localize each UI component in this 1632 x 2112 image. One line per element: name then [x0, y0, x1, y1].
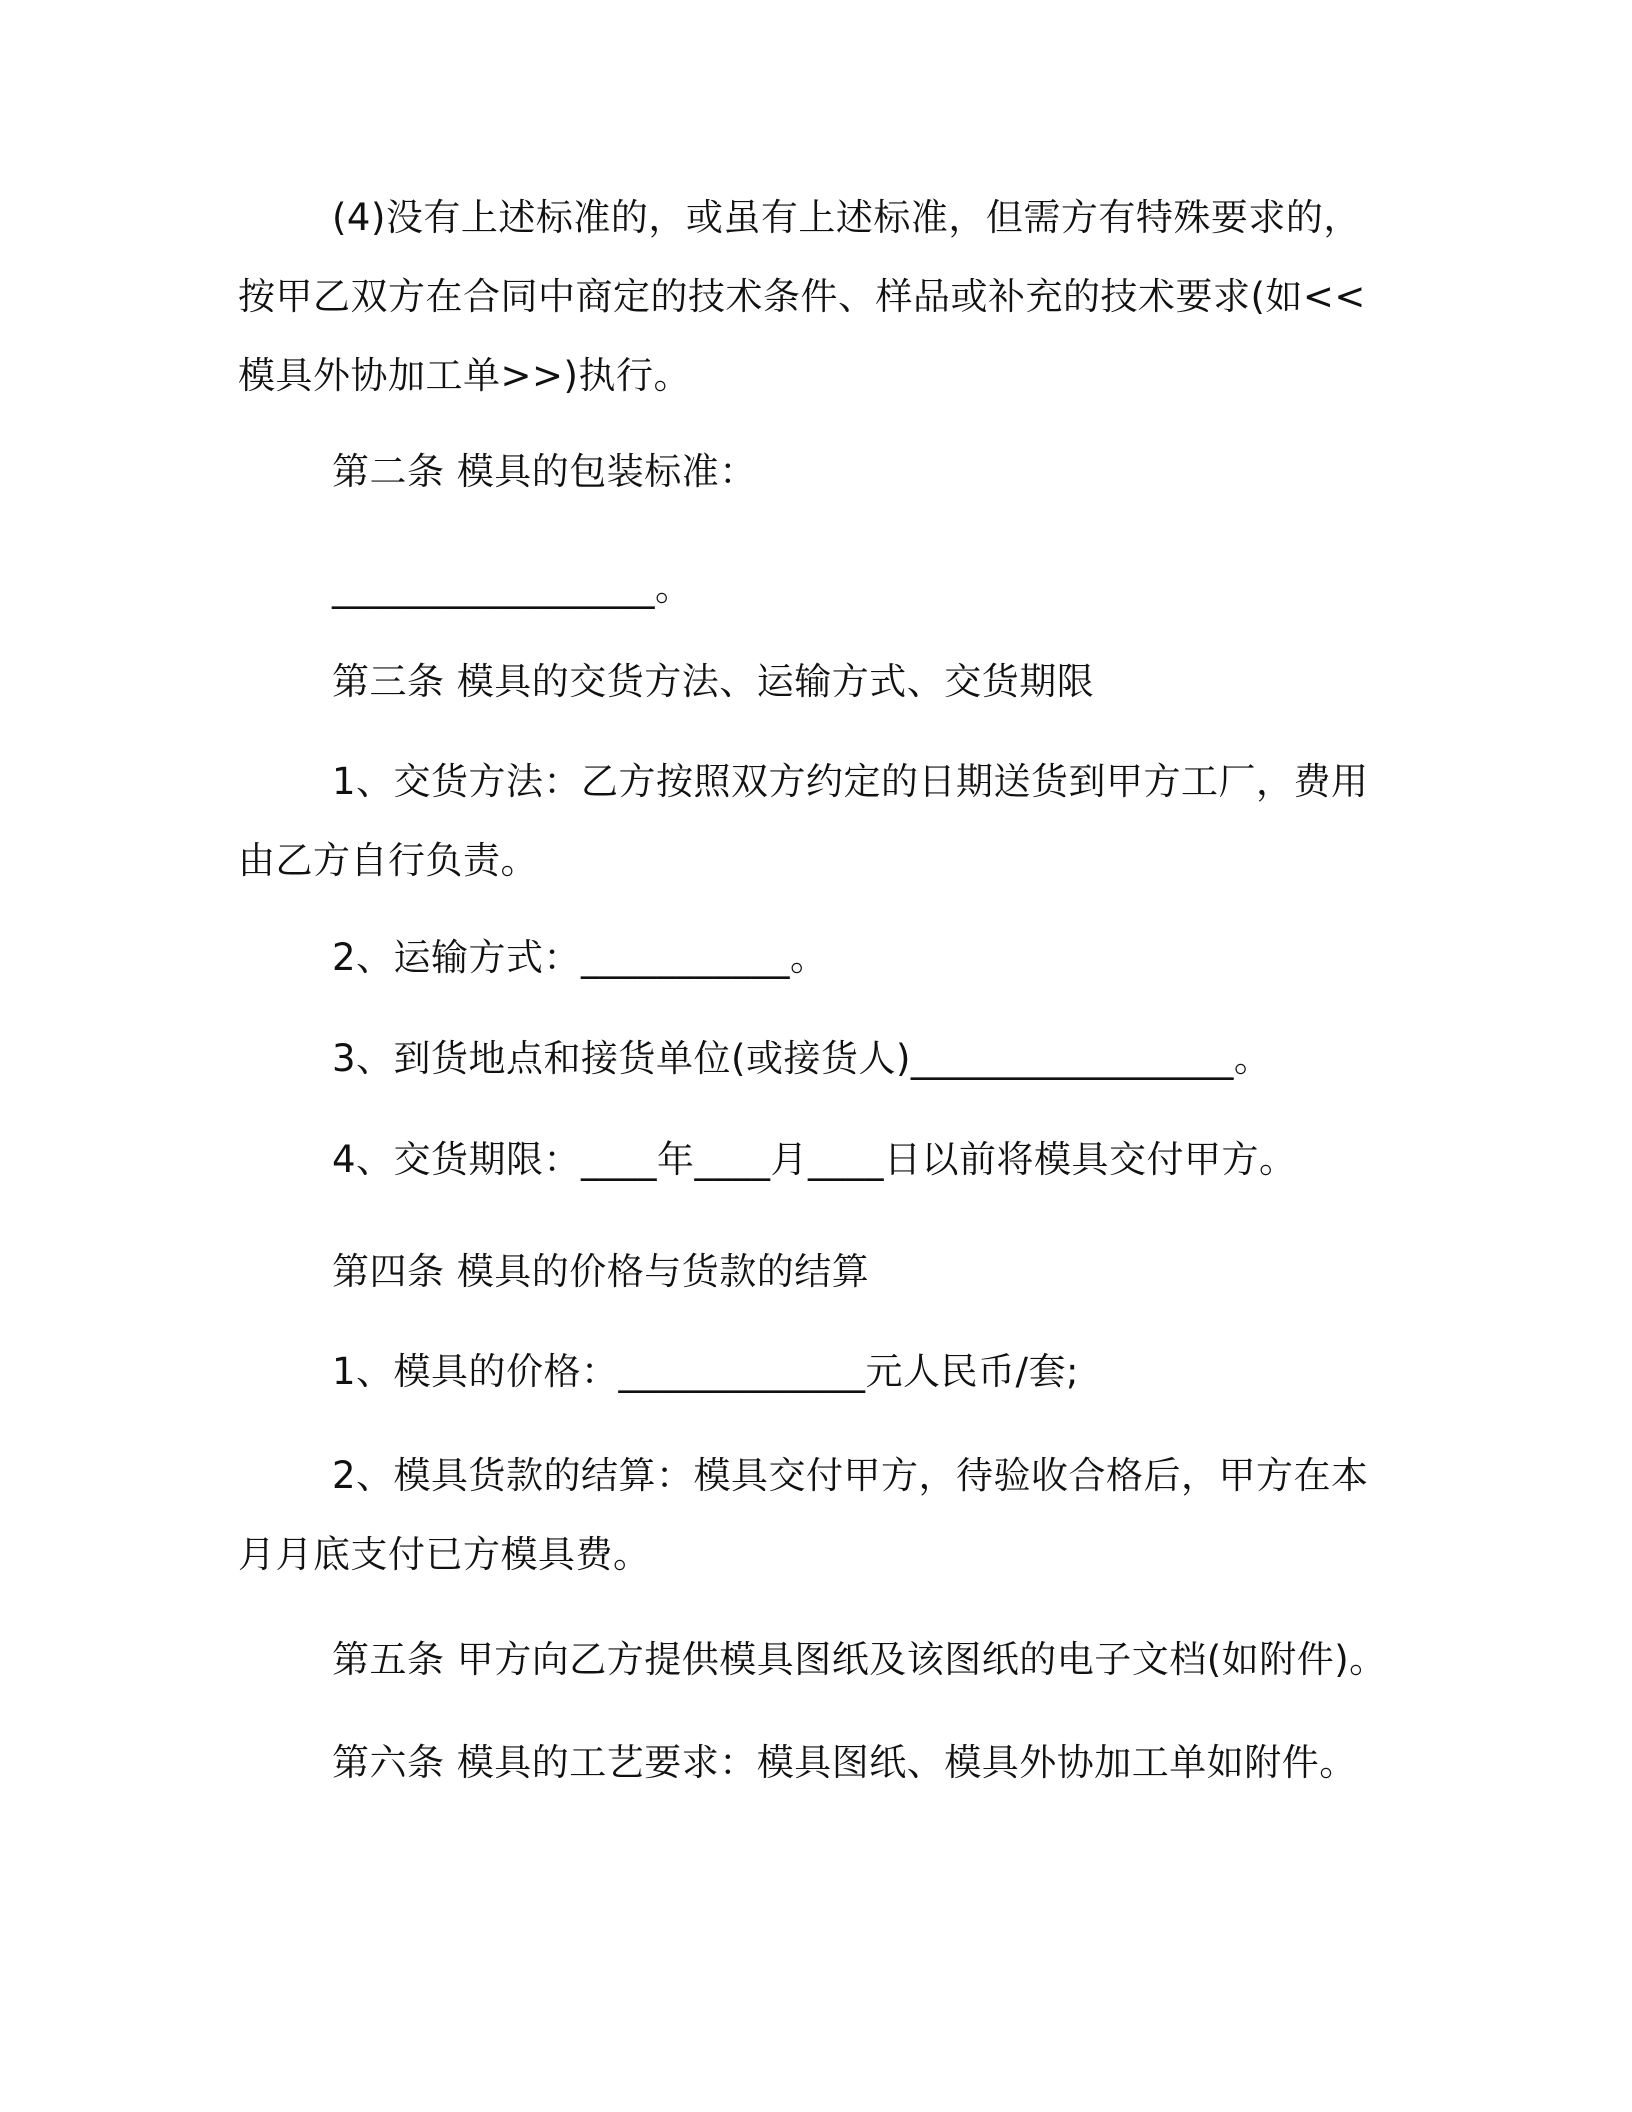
mold-price-paragraph: 1、模具的价格：_____________元人民币/套; [332, 1350, 1079, 1393]
delivery-deadline-paragraph: 4、交货期限：____年____月____日以前将模具交付甲方。 [332, 1138, 1297, 1181]
transport-method-paragraph: 2、运输方式：___________。 [332, 936, 828, 979]
article-4-heading: 第四条 模具的价格与货款的结算 [332, 1250, 870, 1293]
paragraph-standard-4: (4)没有上述标准的，或虽有上述标准，但需方有特殊要求的，按甲乙双方在合同中商定的技术条件、样品或补充的技术要求(如<<模具外协加工单>>)执行。 [238, 196, 1366, 397]
article-2-blank: _________________。 [332, 566, 693, 609]
delivery-method-paragraph: 1、交货方法：乙方按照双方约定的日期送货到甲方工厂，费用由乙方自行负责。 [238, 760, 1369, 882]
delivery-location-paragraph: 3、到货地点和接货单位(或接货人)_________________。 [332, 1037, 1272, 1080]
payment-settlement-paragraph: 2、模具货款的结算：模具交付甲方，待验收合格后，甲方在本月月底支付已方模具费。 [238, 1454, 1369, 1576]
article-2-heading: 第二条 模具的包装标准： [332, 450, 757, 493]
article-6-paragraph: 第六条 模具的工艺要求：模具图纸、模具外协加工单如附件。 [332, 1741, 1357, 1784]
article-3-heading: 第三条 模具的交货方法、运输方式、交货期限 [332, 660, 1095, 703]
article-5-paragraph: 第五条 甲方向乙方提供模具图纸及该图纸的电子文档(如附件)。 [332, 1638, 1387, 1681]
